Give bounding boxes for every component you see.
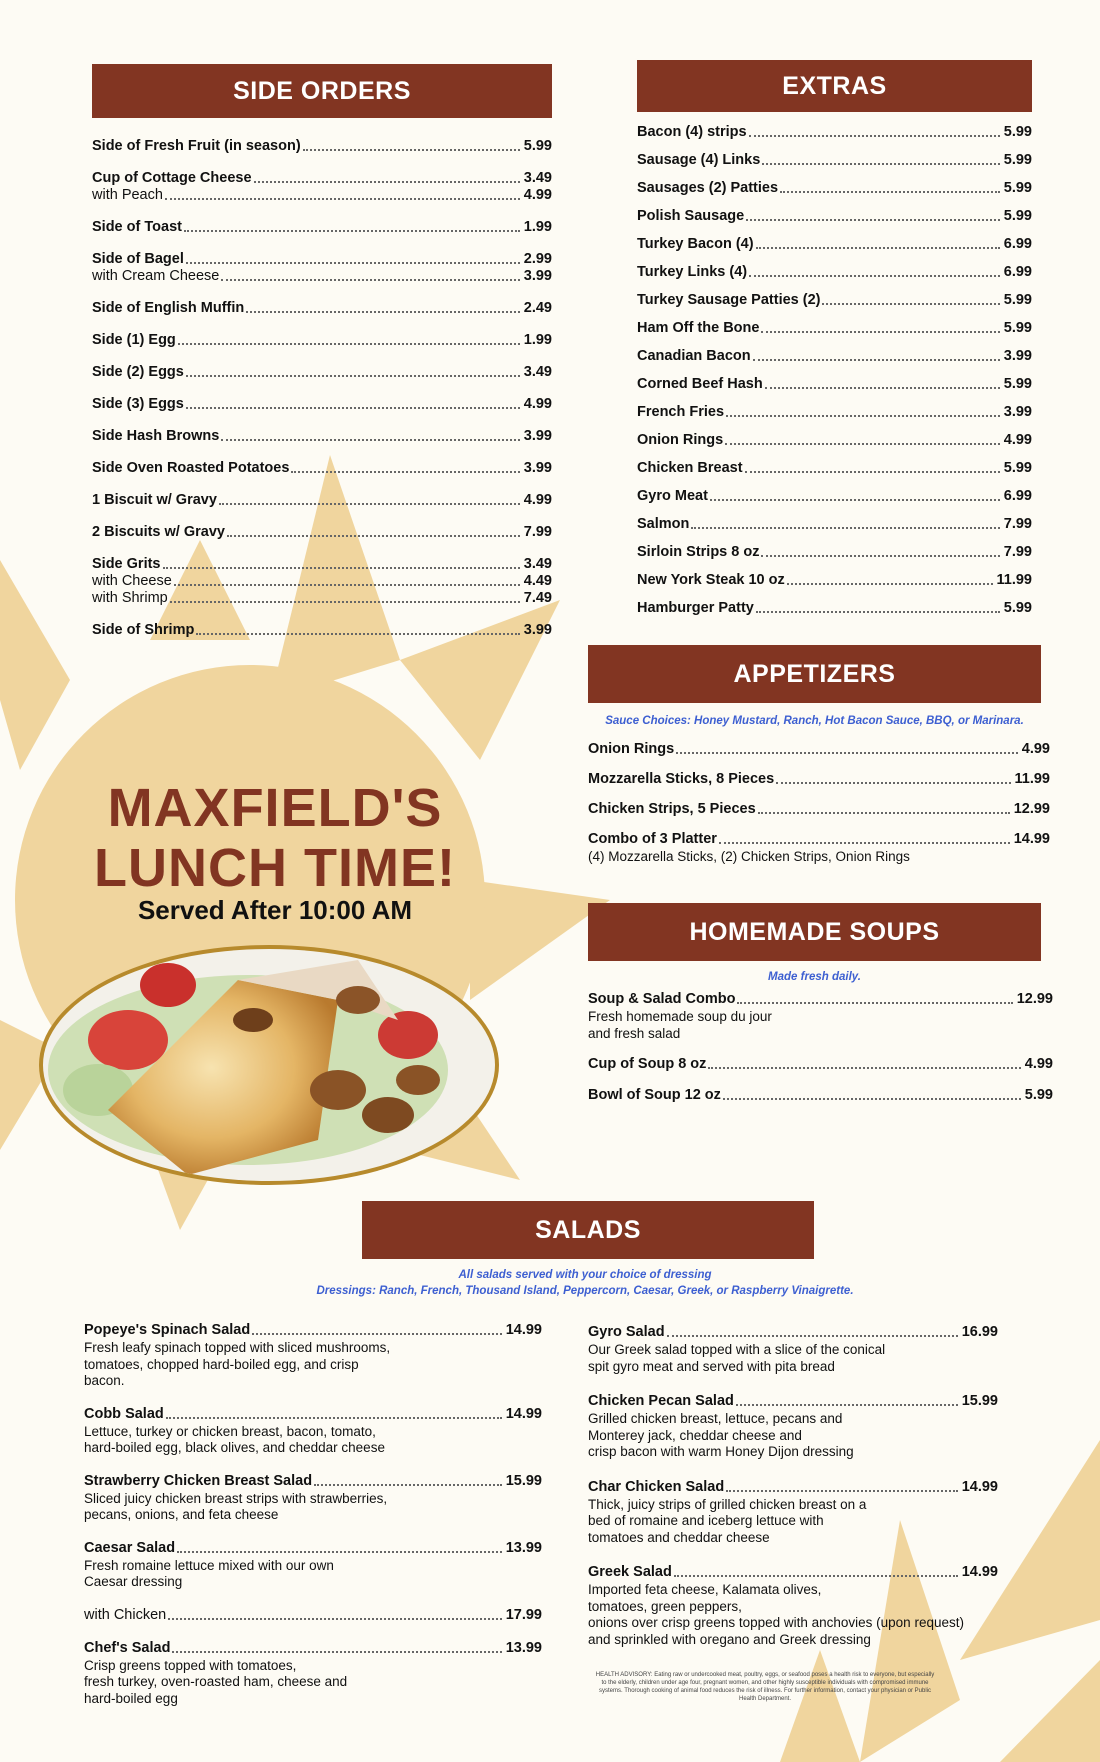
menu-item-row <box>637 320 1032 337</box>
menu-item-name: Canadian Bacon <box>637 348 751 364</box>
menu-item-name: Side Hash Browns <box>92 428 220 444</box>
menu-item-price: 6.99 <box>1003 488 1032 504</box>
menu-item <box>588 831 1050 866</box>
menu-item-row <box>637 292 1032 309</box>
extras-list <box>637 124 1032 617</box>
menu-item <box>588 801 1050 818</box>
menu-item-description: Grilled chicken breast, lettuce, pecans and Monterey jack, cheddar cheese and crisp bacon with warm Honey Dijon dressing <box>588 1411 854 1459</box>
menu-item <box>92 396 552 413</box>
menu-item <box>92 460 552 477</box>
menu-item-row <box>637 516 1032 533</box>
menu-item-name: Sausages (2) Patties <box>637 180 779 196</box>
dot-leader <box>178 343 520 345</box>
menu-item <box>637 348 1032 365</box>
dot-leader <box>758 812 1010 814</box>
menu-item-name: with Shrimp <box>92 590 168 606</box>
menu-item-name: Onion Rings <box>637 432 724 448</box>
dot-leader <box>184 230 520 232</box>
menu-item-row <box>92 622 552 639</box>
menu-item-price: 4.99 <box>1003 432 1032 448</box>
menu-item <box>92 300 552 317</box>
menu-item-price: 13.99 <box>505 1639 542 1656</box>
dot-leader <box>749 275 1000 277</box>
menu-item-row <box>588 991 1053 1008</box>
salads-right-column <box>588 1324 998 1666</box>
menu-item-price: 14.99 <box>505 1322 542 1338</box>
menu-item <box>84 1540 542 1591</box>
dot-leader <box>163 567 520 569</box>
health-advisory: HEALTH ADVISORY: Eating raw or undercooked meat, poultry, eggs, or seafood poses a health risk to everyone, but especially to the elderly, children under age four, pregnant women, and other highly susceptible individuals with compromised immune systems. Thorough cooking of animal food reduces the risk of illness. For further information, contact your physician or Public Health Department. <box>595 1672 935 1702</box>
dot-leader <box>756 247 1000 249</box>
menu-item-description: Fresh homemade soup du jour and fresh salad <box>588 1009 772 1041</box>
menu-item-name: Ham Off the Bone <box>637 320 760 336</box>
menu-item-price: 4.99 <box>523 492 552 508</box>
dot-leader <box>761 555 999 557</box>
menu-item-price: 14.99 <box>961 1478 998 1495</box>
menu-item-sub-row <box>92 187 552 204</box>
menu-item-row <box>588 1479 998 1496</box>
menu-item-name: Cup of Soup 8 oz <box>588 1056 707 1072</box>
menu-item-price: 14.99 <box>961 1564 998 1580</box>
menu-item-name: Bacon (4) strips <box>637 124 747 140</box>
menu-item <box>588 1479 998 1547</box>
menu-item-row <box>92 364 552 381</box>
dot-leader <box>708 1067 1020 1069</box>
menu-item-price: 5.99 <box>523 138 552 154</box>
menu-item-price: 3.49 <box>523 556 552 572</box>
dot-leader <box>723 1098 1021 1100</box>
appetizers-note: Sauce Choices: Honey Mustard, Ranch, Hot Bacon Sauce, BBQ, or Marinara. <box>605 715 1024 727</box>
dot-leader <box>168 1618 502 1620</box>
dot-leader <box>186 407 520 409</box>
menu-item-name: Hamburger Patty <box>637 600 754 616</box>
dot-leader <box>221 279 519 281</box>
menu-item-price: 14.99 <box>505 1405 542 1422</box>
menu-item <box>637 432 1032 449</box>
menu-item-name: with Peach <box>92 187 163 203</box>
menu-item-price: 2.49 <box>523 300 552 316</box>
dot-leader <box>691 527 999 529</box>
menu-item-description: Fresh leafy spinach topped with sliced mushrooms, tomatoes, chopped hard-boiled egg, and crisp bacon. <box>84 1340 391 1388</box>
menu-item <box>588 1393 998 1461</box>
menu-item-description: (4) Mozzarella Sticks, (2) Chicken Strips, Onion Rings <box>588 849 910 864</box>
menu-item-name: Side Grits <box>92 556 161 572</box>
menu-item-price: 11.99 <box>1014 771 1050 787</box>
menu-item-price: 4.99 <box>523 396 552 412</box>
dot-leader <box>170 601 520 603</box>
menu-item-description: Sliced juicy chicken breast strips with strawberries, pecans, onions, and feta cheese <box>84 1490 388 1522</box>
menu-item-row <box>637 404 1032 421</box>
menu-item <box>92 428 552 445</box>
menu-item-name: Sausage (4) Links <box>637 152 761 168</box>
salads-banner: SALADS <box>362 1201 814 1259</box>
menu-item <box>92 170 552 204</box>
menu-item <box>588 1087 1053 1104</box>
menu-item-name: New York Steak 10 oz <box>637 572 785 588</box>
menu-item <box>637 292 1032 309</box>
menu-item-price: 7.99 <box>1003 544 1032 560</box>
dot-leader <box>221 439 519 441</box>
soups-list <box>588 991 1053 1104</box>
menu-item-price: 5.99 <box>1003 124 1032 140</box>
menu-item-row <box>637 124 1032 141</box>
menu-item-name: Char Chicken Salad <box>588 1478 725 1495</box>
extras-banner: EXTRAS <box>637 60 1032 112</box>
menu-item <box>588 1324 998 1375</box>
menu-item <box>637 320 1032 337</box>
menu-item <box>588 1564 998 1648</box>
dot-leader <box>254 181 520 183</box>
dot-leader <box>674 1575 958 1577</box>
hero-title <box>80 778 470 898</box>
menu-item-name: Soup & Salad Combo <box>588 991 736 1007</box>
menu-item-price: 1.99 <box>523 219 552 235</box>
menu-item <box>637 404 1032 421</box>
menu-item <box>637 124 1032 141</box>
menu-item-name: Popeye's Spinach Salad <box>84 1322 251 1338</box>
menu-item-row <box>637 348 1032 365</box>
menu-item-price: 16.99 <box>961 1324 998 1340</box>
dot-leader <box>303 149 520 151</box>
salad-plate-image <box>38 940 500 1190</box>
menu-item-row <box>84 1607 542 1624</box>
menu-item-description: Crisp greens topped with tomatoes, fresh turkey, oven-roasted ham, cheese and hard-boiled egg <box>84 1657 348 1706</box>
menu-item <box>588 741 1050 758</box>
dot-leader <box>186 262 520 264</box>
menu-item-name: 2 Biscuits w/ Gravy <box>92 524 225 540</box>
menu-item-row <box>637 236 1032 253</box>
menu-item <box>637 544 1032 561</box>
menu-item-name: 1 Biscuit w/ Gravy <box>92 492 217 508</box>
menu-item-name: with Cheese <box>92 573 172 589</box>
appetizers-section <box>588 645 1050 879</box>
menu-item-description: Imported feta cheese, Kalamata olives, tomatoes, green peppers, onions over crisp greens topped with anchovies (upon request) and sprinkled with oregano and Greek dressing <box>588 1582 964 1647</box>
menu-item-row <box>92 460 552 477</box>
side-orders-section <box>92 64 552 654</box>
dot-leader <box>780 191 1000 193</box>
menu-item-name: Bowl of Soup 12 oz <box>588 1087 721 1103</box>
menu-item-name: Mozzarella Sticks, 8 Pieces <box>588 771 775 787</box>
menu-item <box>84 1473 542 1524</box>
menu-item-row <box>92 300 552 317</box>
menu-item <box>637 264 1032 281</box>
dot-leader <box>166 1417 502 1419</box>
dot-leader <box>765 387 1000 389</box>
menu-item-row <box>92 524 552 541</box>
menu-item <box>637 180 1032 197</box>
menu-item-name: Turkey Bacon (4) <box>637 236 754 252</box>
menu-item-price: 3.49 <box>523 364 552 380</box>
menu-item <box>637 152 1032 169</box>
hero-title-line1: MAXFIELD'S <box>107 778 443 838</box>
menu-item-row <box>84 1540 542 1557</box>
menu-item-price: 5.99 <box>1003 320 1032 336</box>
menu-item-name: Side of Bagel <box>92 251 184 267</box>
menu-item-price: 7.99 <box>1003 516 1032 532</box>
menu-item-row <box>92 492 552 509</box>
menu-item <box>637 600 1032 617</box>
side-orders-banner: SIDE ORDERS <box>92 64 552 118</box>
menu-item <box>637 488 1032 505</box>
menu-item-row <box>92 396 552 413</box>
menu-item-row <box>92 428 552 445</box>
menu-item <box>637 376 1032 393</box>
dot-leader <box>756 611 1000 613</box>
menu-item-name: French Fries <box>637 404 725 420</box>
dot-leader <box>710 499 1000 501</box>
dot-leader <box>749 135 1000 137</box>
menu-item-row <box>92 251 552 268</box>
menu-item <box>84 1322 542 1390</box>
dot-leader <box>726 1490 958 1492</box>
menu-item-price: 4.99 <box>1021 741 1050 757</box>
side-orders-list <box>92 138 552 639</box>
menu-item-name: Turkey Sausage Patties (2) <box>637 292 821 308</box>
menu-item-row <box>92 170 552 187</box>
menu-item-description: Fresh romaine lettuce mixed with our own Caesar dressing <box>84 1557 334 1589</box>
soups-note: Made fresh daily. <box>768 971 861 983</box>
menu-item <box>92 332 552 349</box>
menu-item-price: 13.99 <box>505 1539 542 1556</box>
menu-item-row <box>92 219 552 236</box>
dot-leader <box>165 198 520 200</box>
menu-item-row <box>637 208 1032 225</box>
menu-item-price: 12.99 <box>1013 801 1050 817</box>
menu-item-name: Turkey Links (4) <box>637 264 748 280</box>
soups-section <box>588 903 1053 1118</box>
menu-item-row <box>637 180 1032 197</box>
menu-item-row <box>637 152 1032 169</box>
salads-note-2: Dressings: Ranch, French, Thousand Island, Peppercorn, Caesar, Greek, or Raspberry Vinaigrette. <box>316 1285 854 1297</box>
menu-item-price: 5.99 <box>1003 180 1032 196</box>
menu-item-name: Caesar Salad <box>84 1539 176 1556</box>
menu-item-row <box>588 1324 998 1341</box>
menu-item-price: 5.99 <box>1003 460 1032 476</box>
menu-item <box>92 364 552 381</box>
menu-item-row <box>637 488 1032 505</box>
menu-item-name: Side of Toast <box>92 219 182 235</box>
menu-item-price: 5.99 <box>1003 600 1032 616</box>
menu-item-row <box>637 432 1032 449</box>
menu-item-price: 3.99 <box>523 622 552 638</box>
menu-item-name: Cobb Salad <box>84 1405 164 1422</box>
menu-item-name: Corned Beef Hash <box>637 376 763 392</box>
menu-item <box>92 492 552 509</box>
menu-item-row <box>588 1056 1053 1073</box>
menu-item <box>637 516 1032 533</box>
dot-leader <box>736 1404 958 1406</box>
menu-item-row <box>588 801 1050 818</box>
menu-item <box>84 1607 542 1624</box>
menu-item-name: Side of Shrimp <box>92 622 195 638</box>
menu-item <box>637 236 1032 253</box>
menu-item-name: Gyro Meat <box>637 488 708 504</box>
menu-item <box>637 460 1032 477</box>
menu-item-name: Strawberry Chicken Breast Salad <box>84 1472 313 1489</box>
menu-item-name: Polish Sausage <box>637 208 745 224</box>
dot-leader <box>753 359 1000 361</box>
dot-leader <box>186 375 520 377</box>
menu-item-name: Side (3) Eggs <box>92 396 184 412</box>
menu-item-price: 4.49 <box>523 573 552 589</box>
menu-item-name: with Chicken <box>84 1606 167 1623</box>
menu-item-row <box>637 544 1032 561</box>
dot-leader <box>822 303 999 305</box>
menu-item-price: 11.99 <box>996 572 1032 588</box>
menu-item-name: Sirloin Strips 8 oz <box>637 544 760 560</box>
menu-item-row <box>637 264 1032 281</box>
menu-item-price: 3.99 <box>523 428 552 444</box>
menu-item-price: 3.99 <box>523 268 552 284</box>
dot-leader <box>737 1002 1012 1004</box>
menu-item-price: 17.99 <box>505 1606 542 1623</box>
menu-item-row <box>588 1564 998 1581</box>
hero-subtitle: Served After 10:00 AM <box>137 895 413 925</box>
menu-item-price: 5.99 <box>1003 292 1032 308</box>
menu-item-price: 5.99 <box>1024 1087 1053 1103</box>
menu-item-name: Side of Fresh Fruit (in season) <box>92 138 301 154</box>
hero-title-line2: LUNCH TIME! <box>94 838 456 898</box>
menu-item-name: Side (2) Eggs <box>92 364 184 380</box>
menu-item-row <box>84 1473 542 1490</box>
menu-item-sub-row <box>92 268 552 285</box>
menu-item <box>588 991 1053 1042</box>
menu-item-price: 15.99 <box>961 1393 998 1409</box>
menu-item-name: with Cream Cheese <box>92 268 220 284</box>
salads-left-column <box>84 1322 542 1723</box>
menu-item-price: 3.99 <box>1003 348 1032 364</box>
menu-item <box>92 138 552 155</box>
menu-item-price: 5.99 <box>1003 208 1032 224</box>
menu-item <box>84 1406 542 1457</box>
menu-item-name: Side Oven Roasted Potatoes <box>92 460 290 476</box>
menu-item-price: 6.99 <box>1003 236 1032 252</box>
menu-item-name: Onion Rings <box>588 741 675 757</box>
dot-leader <box>787 583 993 585</box>
menu-item <box>637 572 1032 589</box>
dot-leader <box>776 782 1010 784</box>
menu-item-price: 6.99 <box>1003 264 1032 280</box>
menu-item-row <box>637 572 1032 589</box>
menu-item-name: Chicken Breast <box>637 460 743 476</box>
menu-item-row <box>84 1640 542 1657</box>
appetizers-list <box>588 741 1050 866</box>
menu-item <box>588 1056 1053 1073</box>
menu-item-row <box>92 332 552 349</box>
menu-item <box>92 556 552 607</box>
dot-leader <box>174 584 520 586</box>
menu-item-name: Greek Salad <box>588 1564 672 1580</box>
dot-leader <box>667 1335 958 1337</box>
menu-item-price: 7.99 <box>523 524 552 540</box>
menu-item-name: Gyro Salad <box>588 1324 665 1340</box>
menu-item-row <box>637 460 1032 477</box>
menu-item-name: Side of English Muffin <box>92 300 245 316</box>
menu-item-description: Lettuce, turkey or chicken breast, bacon, tomato, hard-boiled egg, black olives, and cheddar cheese <box>84 1423 385 1455</box>
dot-leader <box>746 219 1000 221</box>
menu-item-description: Thick, juicy strips of grilled chicken breast on a bed of romaine and iceberg lettuce with tomatoes and cheddar cheese <box>588 1496 867 1545</box>
menu-item-price: 1.99 <box>523 332 552 348</box>
menu-item-name: Combo of 3 Platter <box>588 831 717 847</box>
menu-item-row <box>588 831 1050 848</box>
menu-item <box>92 251 552 285</box>
menu-item-price: 12.99 <box>1016 991 1053 1007</box>
menu-item-name: Cup of Cottage Cheese <box>92 170 252 186</box>
dot-leader <box>196 633 519 635</box>
menu-item-price: 15.99 <box>505 1472 542 1489</box>
menu-item-price: 5.99 <box>1003 376 1032 392</box>
menu-item-row <box>92 556 552 573</box>
menu-item-name: Chef's Salad <box>84 1639 171 1656</box>
menu-item-price: 4.99 <box>523 187 552 203</box>
appetizers-banner: APPETIZERS <box>588 645 1041 703</box>
dot-leader <box>719 842 1010 844</box>
menu-item-name: Chicken Pecan Salad <box>588 1393 734 1409</box>
dot-leader <box>177 1551 502 1553</box>
dot-leader <box>725 443 1000 445</box>
dot-leader <box>762 163 999 165</box>
dot-leader <box>172 1651 501 1653</box>
menu-item <box>637 208 1032 225</box>
menu-item-price: 7.49 <box>523 590 552 606</box>
menu-item-price: 14.99 <box>1013 831 1050 847</box>
menu-item-row <box>588 771 1050 788</box>
salads-note-1: All salads served with your choice of dressing <box>458 1269 712 1281</box>
menu-item-description: Our Greek salad topped with a slice of the conical spit gyro meat and served with pita bread <box>588 1342 886 1374</box>
menu-item-row <box>637 376 1032 393</box>
dot-leader <box>219 503 520 505</box>
menu-item-row <box>588 1393 998 1410</box>
dot-leader <box>246 311 520 313</box>
menu-item-price: 3.99 <box>523 460 552 476</box>
menu-item <box>92 524 552 541</box>
menu-item <box>84 1640 542 1708</box>
menu-item-row <box>84 1406 542 1423</box>
menu-item-price: 2.99 <box>523 251 552 267</box>
menu-item-name: Salmon <box>637 516 690 532</box>
dot-leader <box>761 331 999 333</box>
menu-item-row <box>588 1087 1053 1104</box>
menu-item-name: Chicken Strips, 5 Pieces <box>588 801 756 817</box>
menu-item-price: 5.99 <box>1003 152 1032 168</box>
dot-leader <box>314 1484 502 1486</box>
dot-leader <box>291 471 519 473</box>
menu-item <box>92 622 552 639</box>
dot-leader <box>252 1333 501 1335</box>
menu-item-row <box>637 600 1032 617</box>
dot-leader <box>227 535 520 537</box>
dot-leader <box>676 752 1018 754</box>
menu-item <box>588 771 1050 788</box>
extras-section <box>637 60 1032 628</box>
dot-leader <box>726 415 1000 417</box>
menu-item-row <box>588 741 1050 758</box>
soups-banner: HOMEMADE SOUPS <box>588 903 1041 961</box>
menu-item-row <box>92 138 552 155</box>
menu-item <box>92 219 552 236</box>
dot-leader <box>745 471 1000 473</box>
menu-item-sub-row <box>92 573 552 590</box>
menu-item-price: 3.99 <box>1003 404 1032 420</box>
menu-item-price: 3.49 <box>523 170 552 186</box>
menu-item-price: 4.99 <box>1024 1056 1053 1072</box>
menu-item-name: Side (1) Egg <box>92 332 176 348</box>
menu-item-sub-row <box>92 590 552 607</box>
menu-item-row <box>84 1322 542 1339</box>
